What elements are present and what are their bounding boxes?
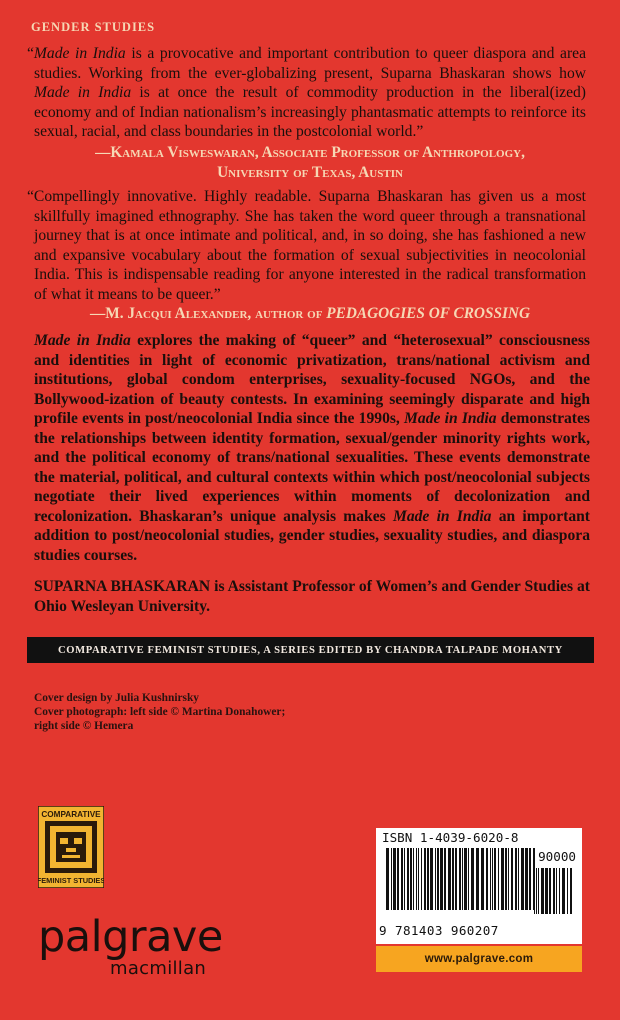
- barcode-panel: [376, 828, 582, 944]
- publisher-url: www.palgrave.com: [376, 946, 582, 972]
- praise-attribution-1: —Kamala Visweswaran, Associate Professor of Anthropology, University of Texas, Austin: [95, 144, 525, 181]
- credit-line-photo: Cover photograph: left side © Martina Donahower;: [34, 705, 286, 718]
- series-logo-top-text: COMPARATIVE: [41, 810, 101, 819]
- price-barcode-icon: [534, 868, 576, 914]
- series-logo: [38, 806, 104, 888]
- publisher-logo: [38, 912, 268, 979]
- price-code: 90000: [538, 849, 576, 864]
- credit-line-design: Cover design by Julia Kushnirsky: [34, 692, 199, 704]
- series-banner: COMPARATIVE FEMINIST STUDIES, A SERIES EDITED BY CHANDRA TALPADE MOHANTY: [27, 637, 594, 663]
- credit-line-photo-2: right side © Hemera: [34, 719, 134, 732]
- cover-credits: [34, 692, 285, 733]
- isbn-label: ISBN 1-4039-6020-8: [382, 830, 519, 845]
- book-description: Made in India explores the making of “queer” and “heterosexual” consciousness and identities in light of economic privatization, trans/national activism and institutions, global condom enterprises, sexuality-focused NGOs, and the Bollywood-ization of beauty contests. In examining seemingly disparate and high profile events in post/neocolonial India since the 1990s, Made in India demonstrates the relationships between identity formation, sexual/gender minority rights work, and the political economy of trans/national sexualities. These events demonstrate the material, political, and cultural contexts within which post/neocolonial subjects negotiate their lived experiences within moments of decolonization and recolonization. Bhaskaran’s unique analysis makes Made in India an important addition to post/neocolonial studies, gender studies, sexuality studies, and diaspora studies courses.: [34, 332, 590, 564]
- praise-quote-1: “Made in India is a provocative and important contribution to queer diaspora and area studies. Working from the ever-globalizing present, Suparna Bhaskaran shows how Made in India is at once the result of commodity production in the liberal(ized) economy and of Indian nationalism’s increasingly phantasmatic attempts to reinforce its sexual, racial, and class boundaries in the postcolonial world.”: [27, 45, 586, 140]
- series-logo-bottom-text: FEMINIST STUDIES: [38, 876, 104, 885]
- category-label: GENDER STUDIES: [31, 20, 156, 34]
- praise-attribution-2: —M. Jacqui Alexander, author of PEDAGOGIES OF CROSSING: [89, 305, 531, 322]
- author-bio: SUPARNA BHASKARAN is Assistant Professor of Women’s and Gender Studies at Ohio Wesleyan University.: [34, 578, 590, 615]
- publisher-name: palgrave: [38, 912, 223, 962]
- barcode-icon: [386, 848, 536, 910]
- ean-number: 9 781403 960207: [379, 923, 499, 938]
- publisher-subname: macmillan: [110, 958, 207, 979]
- series-logo-icon: [38, 806, 104, 888]
- praise-quote-2: “Compellingly innovative. Highly readable. Suparna Bhaskaran has given us a most skillfully imagined ethnography. She has taken the word queer through a transnational journey that is at once intimate and political, and, in so doing, she has fashioned a new and expansive vocabulary about the formation of sexual subjectivities in neocolonial India. This is indispensable reading for anyone interested in the radical transformation of what it means to be queer.”: [27, 188, 586, 303]
